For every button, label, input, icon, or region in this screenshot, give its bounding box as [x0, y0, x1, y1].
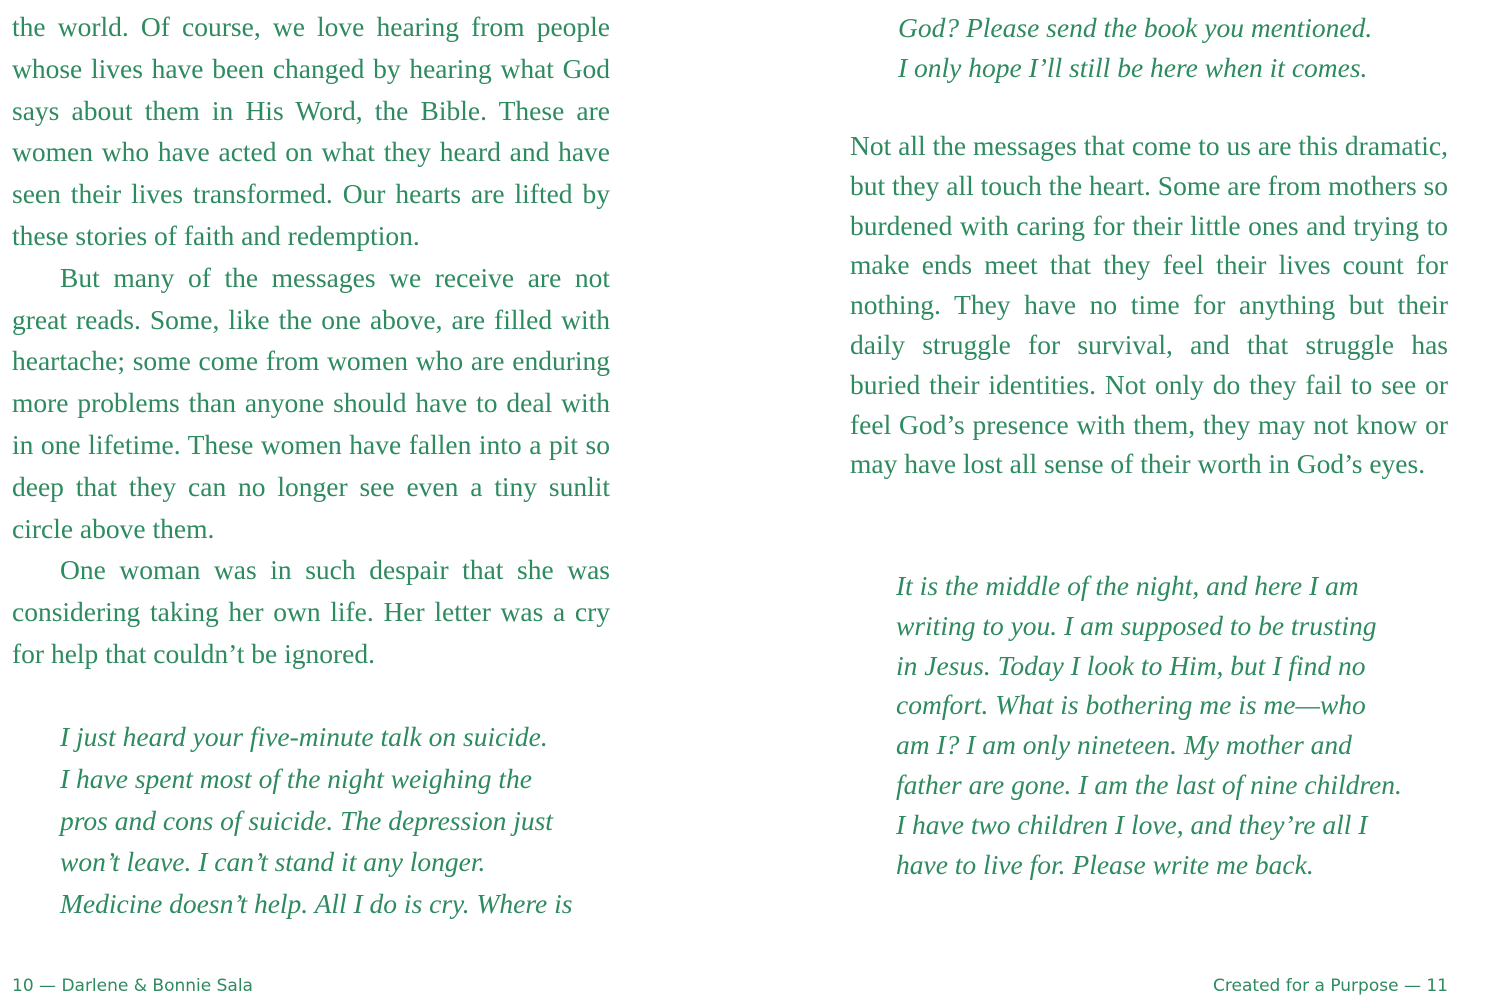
- quote-line: I have spent most of the night weighing the: [60, 762, 533, 794]
- quote-line: won’t leave. I can’t stand it any longer.: [60, 846, 486, 878]
- quote-line: I have two children I love, and they’re all I: [896, 808, 1368, 840]
- quote-line: Medicine doesn’t help. All I do is cry. Where is: [60, 888, 573, 920]
- page-footer-right: Created for a Purpose — 11: [1213, 976, 1448, 996]
- quote-line: comfort. What is bothering me is me—who: [896, 689, 1366, 721]
- quote-line: God? Please send the book you mentioned.: [898, 12, 1373, 43]
- letter-quote: [60, 716, 572, 925]
- body-paragraph: One woman was in such despair that she was considering taking her own life. Her letter was a cry for help that couldn’t be ignored.: [12, 554, 610, 669]
- quote-line: It is the middle of the night, and here I am: [896, 570, 1359, 601]
- quote-line: am I? I am only nineteen. My mother and: [896, 729, 1352, 761]
- quote-line: have to live for. Please write me back.: [896, 848, 1314, 880]
- quote-line: in Jesus. Today I look to Him, but I find no: [896, 649, 1366, 681]
- right-body-text: [850, 126, 1448, 484]
- quote-line: writing to you. I am supposed to be trusting: [896, 609, 1377, 641]
- right-page: [750, 0, 1500, 1002]
- quote-line: father are gone. I am the last of nine children.: [896, 768, 1402, 800]
- body-paragraph: But many of the messages we receive are not great reads. Some, like the one above, are filled with heartache; some come from women who are enduring more problems than anyone should have to deal with in one lifetime. These women have fallen into a pit so deep that they can no longer see even a tiny sunlit circle above them.: [12, 261, 610, 544]
- quote-line: I only hope I’ll still be here when it comes.: [898, 51, 1368, 83]
- body-paragraph: the world. Of course, we love hearing from people whose lives have been changed by hearing what God says about them in His Word, the Bible. These are women who have acted on what they heard and have seen their lives transformed. Our hearts are lifted by these stories of faith and redemption.: [12, 11, 610, 251]
- left-body-text: [12, 6, 610, 675]
- letter-quote-continued: [898, 8, 1372, 88]
- quote-line: pros and cons of suicide. The depression just: [60, 804, 553, 836]
- page-footer-left: 10 — Darlene & Bonnie Sala: [12, 976, 253, 996]
- quote-line: I just heard your five-minute talk on suicide.: [60, 721, 548, 752]
- letter-quote: [896, 566, 1402, 884]
- body-paragraph: Not all the messages that come to us are this dramatic, but they all touch the heart. Some are from mothers so burdened with caring for their little ones and trying to make ends meet that they feel their lives count for nothing. They have no time for anything but their daily struggle for survival, and that struggle has buried their identities. Not only do they fail to see or feel God’s presence with them, they may not know or may have lost all sense of their worth in God’s eyes.: [850, 130, 1448, 480]
